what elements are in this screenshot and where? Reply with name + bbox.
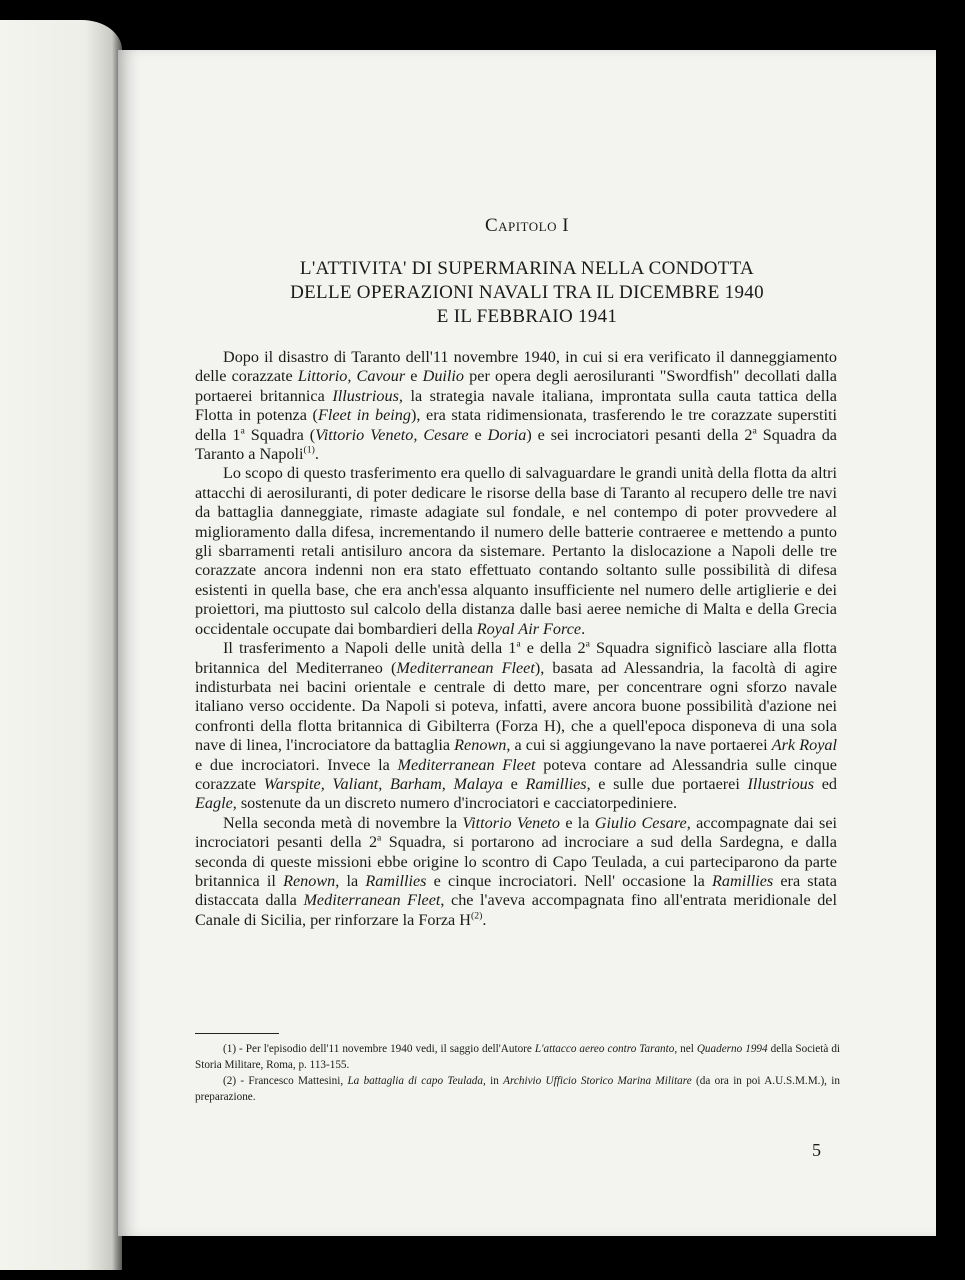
text-run: ), basata ad Alessandria, la facoltà di agire indisturbata nei bacini orientale e centrale di detto mare, per concentrare ogni sforzo navale italiano verso occidente. Da Napoli si poteva, infatti, avere ancora buone possibilità d'azione nei confronti della flotta britannica di Gibilterra (Forza H), che a quell'epoca disponeva di una sola nave di linea, l'incrociatore da battaglia: [195, 658, 838, 755]
text-run: (1) - Per l'episodio dell'11 novembre 1940 vedi, il saggio dell'Autore: [223, 1043, 535, 1055]
text-run: , sostenute da un discreto numero d'incrociatori e cacciatorpediniere.: [232, 794, 678, 813]
superscript: a: [752, 425, 757, 437]
text-run: Dopo il disastro di Taranto dell'11 novembre 1940, in cui si era verificato il danneggiamento delle corazzate: [195, 348, 837, 386]
italic-run: Ramillies: [712, 871, 774, 890]
text-run: nel: [677, 1043, 697, 1055]
text-run: e: [468, 425, 488, 444]
text-run: la strategia navale italiana, improntata sulla cauta tattica della Flotta in potenza (: [195, 386, 837, 425]
italic-run: Royal Air Force: [476, 619, 582, 638]
text-run: (da ora in poi A.U.S.M.M.), in preparazione.: [195, 1075, 840, 1103]
text-run: (2) - Francesco Mattesini,: [223, 1075, 348, 1087]
text-run: , accompagnate dai sei incrociatori pesanti della 2: [195, 813, 837, 852]
chapter-title-line-1: L'ATTIVITA' DI SUPERMARINA NELLA CONDOTTA: [299, 258, 755, 279]
italic-run: Littorio, Cavour: [297, 367, 406, 386]
text-run: .: [482, 910, 487, 929]
italic-run: Ramillies: [365, 871, 427, 890]
text-run: poteva contare ad Alessandria sulle cinque corazzate: [195, 755, 837, 793]
chapter-title-line-2: DELLE OPERAZIONI NAVALI TRA IL DICEMBRE 1940: [290, 282, 764, 303]
italic-run: L'attacco aereo contro Taranto,: [534, 1043, 678, 1055]
paragraph-2: [195, 464, 837, 639]
italic-run: Vittorio Veneto: [462, 813, 561, 832]
text-run: e la: [560, 813, 595, 832]
footnote-divider: [195, 1033, 279, 1034]
book-page: [118, 50, 936, 1236]
text-run: Il trasferimento a Napoli delle unità della 1: [223, 639, 517, 658]
facing-page-edge: [0, 20, 122, 1270]
superscript: a: [377, 832, 382, 844]
page-number: 5: [812, 1140, 821, 1160]
text-run: e due incrociatori. Invece la: [195, 755, 398, 774]
footnote-1: [195, 1041, 840, 1073]
paragraph-1: [195, 348, 837, 464]
italic-run: Mediterranean Fleet: [396, 658, 535, 677]
italic-run: Illustrious,: [332, 386, 403, 405]
italic-run: Ramillies: [525, 774, 587, 793]
italic-run: Ark Royal: [771, 736, 837, 755]
text-run: Squadra (: [244, 425, 316, 444]
chapter-title-line-3: E IL FEBBRAIO 1941: [436, 306, 618, 327]
paragraph-3: [195, 639, 837, 814]
italic-run: Archivio Ufficio Storico Marina Militare: [503, 1075, 692, 1087]
italic-run: Mediterranean Fleet: [397, 755, 536, 774]
footnote-2: [195, 1073, 840, 1105]
text-run: , la: [335, 871, 366, 890]
text-run: e: [502, 774, 526, 793]
text-run: .: [314, 445, 319, 464]
italic-run: Giulio Cesare: [594, 813, 687, 832]
superscript: a: [516, 638, 521, 650]
footnotes: [195, 1041, 840, 1105]
italic-run: Duilio: [422, 367, 465, 386]
italic-run: Fleet in being: [317, 406, 411, 425]
text-run: Lo scopo di questo trasferimento era quello di salvaguardare le grandi unità della flotta da altri attacchi di aerosiluranti, di poter dedicare le risorse della base di Taranto al recupero delle tre navi da battaglia danneggiate, rimaste adagiate sul fondale, e nel contempo di poter provvedere al miglioramento dalla difesa, incrementando il numero delle batterie contraeree e mettendo a punto gli sbarramenti retali antisiluro ancora da sistemare. Pertanto la dislocazione a Napoli delle tre corazzate ancora indenni non era stato effettuato contando soltanto sulle possibilità di difesa esistenti in quella base, che era anch'essa alquanto insufficiente nel numero delle artiglierie e dei proiettori, ma piuttosto sul calcolo della distanza dalle basi aeree nemiche di Malta e della Grecia occidentale occupate dai bombardieri della: [195, 464, 837, 638]
text-run: e: [405, 367, 423, 386]
chapter-label-text: Capitolo I: [484, 215, 570, 236]
text-run: , che l'aveva accompagnata fino all'entrata meridionale del Canale di Sicilia, per rinforzare la Forza H: [195, 891, 837, 929]
italic-run: Doria: [487, 425, 527, 444]
text-run: Nella seconda metà di novembre la: [223, 813, 463, 832]
text-run: della Società di Storia Militare, Roma, p. 113-155.: [195, 1043, 841, 1071]
text-run: .: [581, 619, 586, 638]
text-run: in: [485, 1075, 504, 1087]
superscript: a: [240, 425, 245, 437]
text-run: ) e sei incrociatori pesanti della 2: [526, 425, 753, 444]
italic-run: Warspite, Valiant, Barham, Malaya: [263, 774, 503, 793]
chapter-title: [178, 257, 876, 329]
italic-run: Quaderno 1994: [696, 1043, 768, 1055]
text-run: , a cui si aggiungevano la nave portaerei: [506, 736, 772, 755]
text-run: Squadra da Taranto a Napoli: [195, 425, 837, 464]
text-run: ), era stata ridimensionata, trasferendo le tre corazzate superstiti della 1: [195, 406, 837, 444]
footnote-ref-1: (1): [303, 444, 315, 456]
italic-run: Eagle: [195, 794, 233, 813]
italic-run: Renown: [454, 736, 507, 755]
italic-run: Vittorio Veneto, Cesare: [315, 425, 469, 444]
text-run: ed: [814, 774, 837, 793]
footnote-ref-2: (2): [470, 910, 483, 922]
italic-run: Renown: [283, 871, 336, 890]
text-run: , e sulle due portaerei: [586, 774, 748, 793]
chapter-label: [118, 215, 936, 237]
text-run: era stata distaccata dalla: [195, 871, 837, 910]
body-text: [195, 348, 837, 930]
italic-run: La battaglia di capo Teulada,: [347, 1075, 486, 1087]
text-run: Squadra significò lasciare alla flotta britannica del Mediterraneo (: [195, 639, 837, 677]
italic-run: Illustrious: [747, 774, 815, 793]
text-run: e cinque incrociatori. Nell' occasione la: [426, 871, 713, 890]
text-run: e della 2: [520, 639, 586, 658]
text-run: Squadra, si portarono ad incrociare a sud della Sardegna, e dalla seconda di queste missioni ebbe origine lo scontro di Capo Teulada, a cui parteciparono da parte britannica il: [195, 833, 837, 890]
text-run: per opera degli aerosiluranti "Swordfish" decollati dalla portaerei britannica: [195, 367, 837, 405]
paragraph-4: [195, 814, 837, 930]
italic-run: Mediterranean Fleet: [303, 891, 441, 910]
superscript: a: [585, 638, 590, 650]
